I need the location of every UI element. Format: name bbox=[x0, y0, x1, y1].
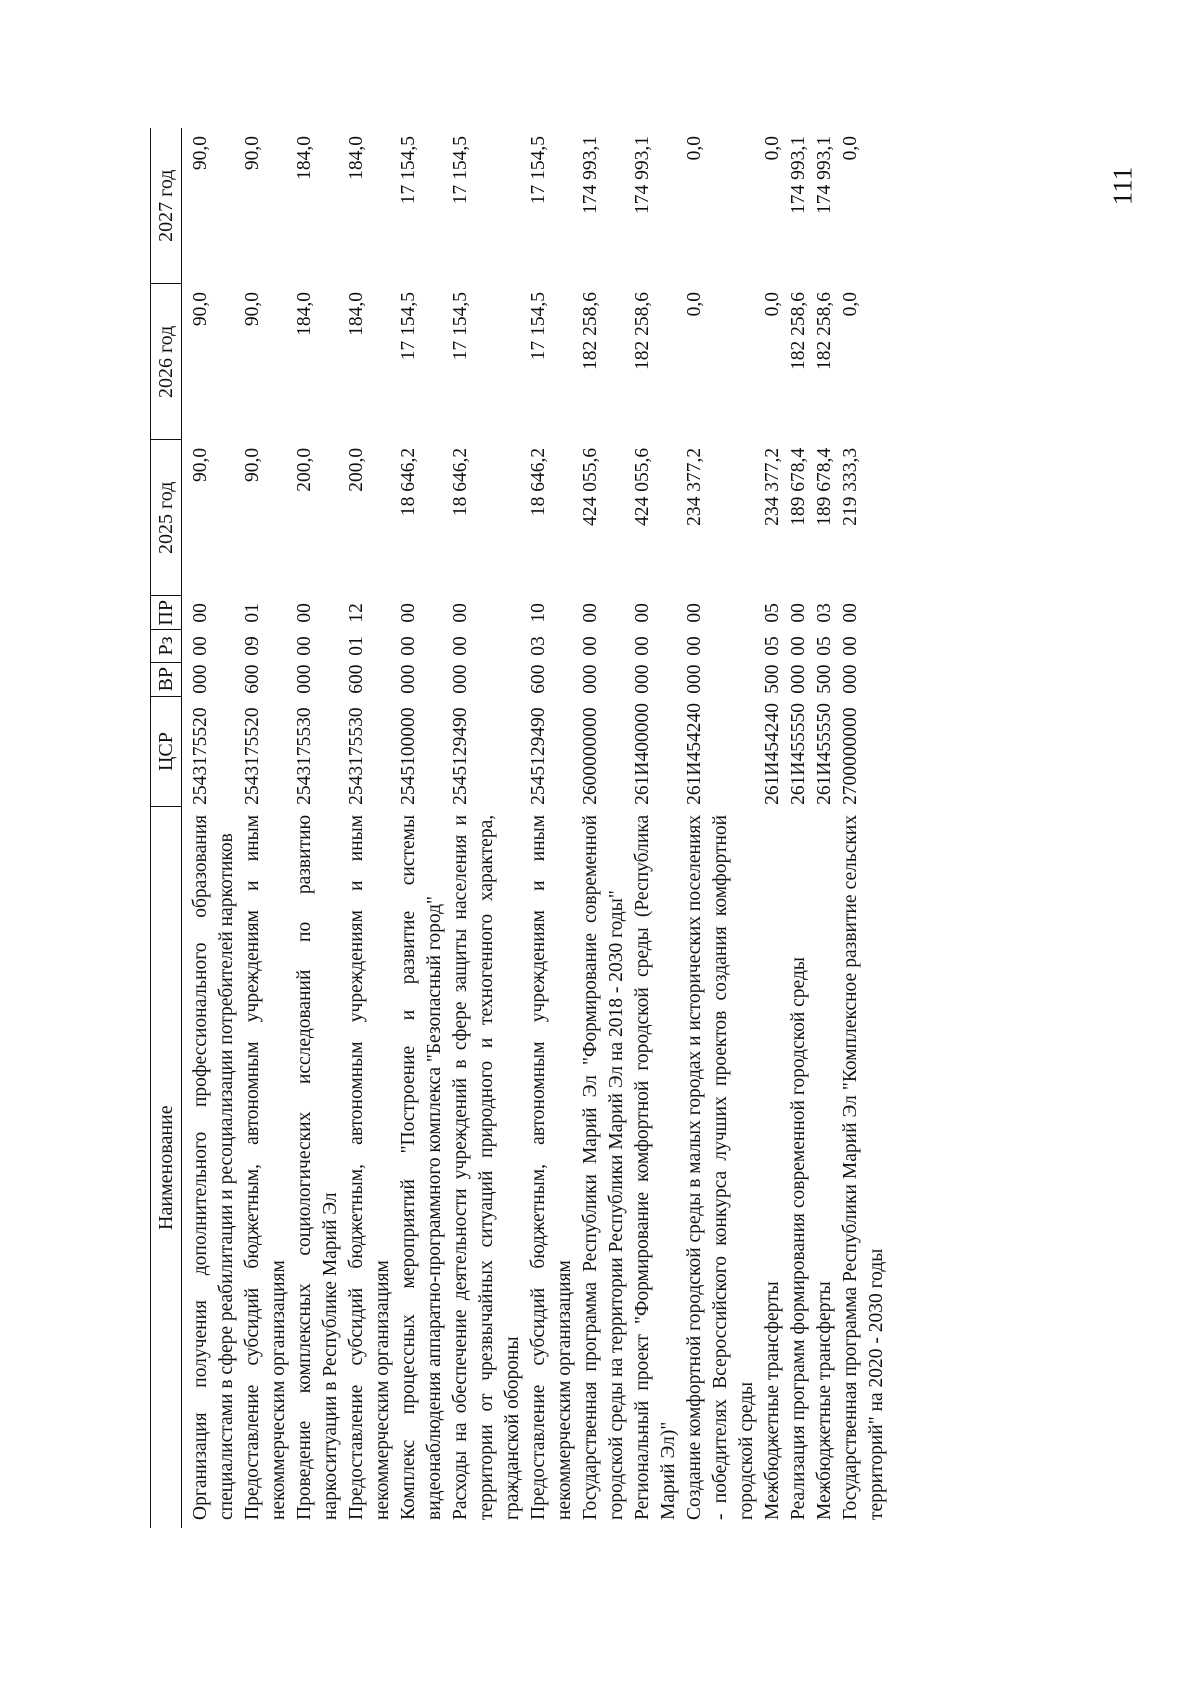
row-csr: 2545129490 bbox=[528, 707, 549, 805]
header-2025: 2025 год bbox=[151, 440, 182, 596]
row-csr: 2545129490 bbox=[450, 707, 471, 805]
row-2025: 18 646,2 bbox=[398, 447, 419, 517]
row-csr: 2700000000 bbox=[840, 707, 861, 805]
page-number: 111 bbox=[1107, 166, 1138, 206]
row-csr: 2545100000 bbox=[398, 707, 419, 805]
table-row bbox=[526, 128, 578, 1528]
row-csr: 2543175530 bbox=[294, 707, 315, 805]
row-rz: 01 bbox=[346, 636, 367, 656]
row-csr: 261И455550 bbox=[814, 703, 835, 805]
row-rz: 05 bbox=[814, 636, 835, 656]
row-2027: 90,0 bbox=[242, 136, 263, 171]
row-2027: 90,0 bbox=[190, 136, 211, 171]
table-row bbox=[240, 128, 292, 1528]
row-2027: 0,0 bbox=[762, 136, 783, 161]
header-name: Наименование bbox=[151, 807, 182, 1528]
row-2026: 182 258,6 bbox=[580, 291, 601, 370]
row-name: Государственная программа Республики Марий Эл "Формирование современной городской среды на территории Республики Марий Эл на 2018 - 2030 годы" bbox=[580, 814, 627, 1520]
row-csr: 2543175520 bbox=[242, 707, 263, 805]
row-vr: 000 bbox=[788, 664, 809, 694]
row-2027: 184,0 bbox=[294, 136, 315, 180]
row-pr: 01 bbox=[242, 603, 263, 623]
row-vr: 000 bbox=[398, 664, 419, 694]
row-name: Расходы на обеспечение деятельности учреждений в сфере защиты населения и территории от чрезвычайных ситуаций природного и техногенного характера, гражданской обороны bbox=[450, 814, 523, 1520]
row-pr: 00 bbox=[580, 603, 601, 623]
row-vr: 600 bbox=[242, 664, 263, 694]
row-name: Межбюджетные трансферты bbox=[762, 1281, 783, 1520]
row-name: Комплекс процессных мероприятий "Построение и развитие системы видеонаблюдения аппаратно-программного комплекса "Безопасный город" bbox=[398, 814, 445, 1520]
row-name: Создание комфортной городской среды в малых городах и исторических поселениях - победителях Всероссийского конкурса лучших проектов создания комфортной городской среды bbox=[684, 814, 757, 1520]
row-2026: 90,0 bbox=[242, 291, 263, 327]
table-row bbox=[578, 128, 630, 1528]
row-2027: 0,0 bbox=[684, 136, 705, 161]
row-2026: 0,0 bbox=[840, 291, 861, 317]
row-rz: 00 bbox=[840, 636, 861, 656]
row-csr: 2543175520 bbox=[190, 707, 211, 805]
row-2027: 174 993,1 bbox=[814, 136, 835, 214]
row-rz: 00 bbox=[632, 636, 653, 656]
row-pr: 00 bbox=[190, 603, 211, 623]
row-2026: 17 154,5 bbox=[450, 291, 471, 361]
row-2026: 0,0 bbox=[684, 291, 705, 317]
row-vr: 000 bbox=[632, 664, 653, 694]
header-vr: ВР bbox=[151, 662, 182, 696]
header-2026: 2026 год bbox=[151, 284, 182, 440]
header-csr: ЦСР bbox=[151, 696, 182, 807]
row-2026: 0,0 bbox=[762, 291, 783, 317]
row-name: Предоставление субсидий бюджетным, автономным учреждениям и иным некоммерческим организациям bbox=[528, 814, 575, 1520]
row-rz: 00 bbox=[294, 636, 315, 656]
row-vr: 500 bbox=[814, 664, 835, 694]
row-pr: 00 bbox=[294, 603, 315, 623]
header-rz: Рз bbox=[151, 630, 182, 662]
row-2027: 184,0 bbox=[346, 136, 367, 180]
row-name: Межбюджетные трансферты bbox=[814, 1281, 835, 1520]
row-pr: 00 bbox=[684, 603, 705, 623]
table-row bbox=[630, 128, 682, 1528]
row-2025: 18 646,2 bbox=[450, 447, 471, 517]
row-csr: 2600000000 bbox=[580, 707, 601, 805]
row-pr: 05 bbox=[762, 603, 783, 623]
row-2027: 174 993,1 bbox=[580, 136, 601, 214]
row-2025: 219 333,3 bbox=[840, 447, 861, 526]
row-2026: 90,0 bbox=[190, 291, 211, 327]
row-rz: 00 bbox=[450, 636, 471, 656]
row-2026: 182 258,6 bbox=[632, 291, 653, 370]
row-2025: 200,0 bbox=[294, 447, 315, 492]
table-row bbox=[396, 128, 448, 1528]
table-row bbox=[344, 128, 396, 1528]
table-row bbox=[786, 128, 812, 1528]
row-csr: 2543175530 bbox=[346, 707, 367, 805]
row-csr: 261И454240 bbox=[762, 703, 783, 805]
row-rz: 05 bbox=[762, 636, 783, 656]
row-rz: 00 bbox=[398, 636, 419, 656]
row-name: Предоставление субсидий бюджетным, автономным учреждениям и иным некоммерческим организациям bbox=[242, 814, 289, 1520]
table-header-row bbox=[151, 128, 182, 1528]
rotated-page-content bbox=[150, 128, 1200, 1528]
table-row bbox=[760, 128, 786, 1528]
row-2025: 90,0 bbox=[242, 447, 263, 482]
table-row bbox=[812, 128, 838, 1528]
row-2025: 234 377,2 bbox=[762, 447, 783, 526]
row-2026: 182 258,6 bbox=[788, 291, 809, 370]
row-2027: 174 993,1 bbox=[788, 136, 809, 214]
row-rz: 03 bbox=[528, 636, 549, 656]
row-2025: 189 678,4 bbox=[788, 447, 809, 526]
row-2027: 0,0 bbox=[840, 136, 861, 161]
row-vr: 000 bbox=[450, 664, 471, 694]
row-rz: 00 bbox=[190, 636, 211, 656]
row-rz: 09 bbox=[242, 636, 263, 656]
row-2025: 424 055,6 bbox=[580, 447, 601, 526]
row-pr: 00 bbox=[450, 603, 471, 623]
row-vr: 000 bbox=[190, 664, 211, 694]
row-2025: 18 646,2 bbox=[528, 447, 549, 517]
row-csr: 261И455550 bbox=[788, 703, 809, 805]
table-row bbox=[682, 128, 760, 1528]
header-2027: 2027 год bbox=[151, 128, 182, 284]
row-2025: 189 678,4 bbox=[814, 447, 835, 526]
row-vr: 000 bbox=[294, 664, 315, 694]
row-2025: 424 055,6 bbox=[632, 447, 653, 526]
row-name: Государственная программа Республики Марий Эл "Комплексное развитие сельских территорий" на 2020 - 2030 годы bbox=[840, 814, 887, 1520]
table-row bbox=[182, 128, 241, 1528]
row-pr: 00 bbox=[840, 603, 861, 623]
row-vr: 000 bbox=[684, 664, 705, 694]
table-row bbox=[292, 128, 344, 1528]
row-2026: 184,0 bbox=[294, 291, 315, 336]
row-2026: 17 154,5 bbox=[528, 291, 549, 361]
row-2027: 174 993,1 bbox=[632, 136, 653, 214]
row-2026: 184,0 bbox=[346, 291, 367, 336]
row-vr: 000 bbox=[840, 664, 861, 694]
table-body bbox=[182, 128, 891, 1528]
row-name: Проведение комплексных социологических исследований по развитию наркоситуации в Республике Марий Эл bbox=[294, 814, 341, 1520]
row-rz: 00 bbox=[684, 636, 705, 656]
row-2027: 17 154,5 bbox=[398, 136, 419, 205]
row-pr: 03 bbox=[814, 603, 835, 623]
row-name: Предоставление субсидий бюджетным, автономным учреждениям и иным некоммерческим организациям bbox=[346, 814, 393, 1520]
row-2027: 17 154,5 bbox=[450, 136, 471, 205]
row-rz: 00 bbox=[788, 636, 809, 656]
table-row bbox=[838, 128, 890, 1528]
row-pr: 00 bbox=[632, 603, 653, 623]
row-vr: 000 bbox=[580, 664, 601, 694]
row-csr: 261И454240 bbox=[684, 703, 705, 805]
row-name: Организация получения дополнительного профессионального образования специалистами в сфере реабилитации и ресоциализации потребителей наркотиков bbox=[190, 814, 237, 1520]
row-2026: 17 154,5 bbox=[398, 291, 419, 361]
row-pr: 12 bbox=[346, 603, 367, 623]
table-row bbox=[448, 128, 526, 1528]
row-2025: 234 377,2 bbox=[684, 447, 705, 526]
row-name: Региональный проект "Формирование комфортной городской среды (Республика Марий Эл)" bbox=[632, 814, 679, 1520]
row-2027: 17 154,5 bbox=[528, 136, 549, 205]
row-pr: 00 bbox=[788, 603, 809, 623]
row-pr: 00 bbox=[398, 603, 419, 623]
row-vr: 600 bbox=[346, 664, 367, 694]
header-pr: ПР bbox=[151, 596, 182, 630]
row-pr: 10 bbox=[528, 603, 549, 623]
row-2025: 200,0 bbox=[346, 447, 367, 492]
row-vr: 600 bbox=[528, 664, 549, 694]
row-2025: 90,0 bbox=[190, 447, 211, 482]
row-2026: 182 258,6 bbox=[814, 291, 835, 370]
row-csr: 261И400000 bbox=[632, 703, 653, 805]
budget-table bbox=[150, 128, 890, 1528]
row-vr: 500 bbox=[762, 664, 783, 694]
row-name: Реализация программ формирования современной городской среды bbox=[788, 957, 809, 1520]
row-rz: 00 bbox=[580, 636, 601, 656]
